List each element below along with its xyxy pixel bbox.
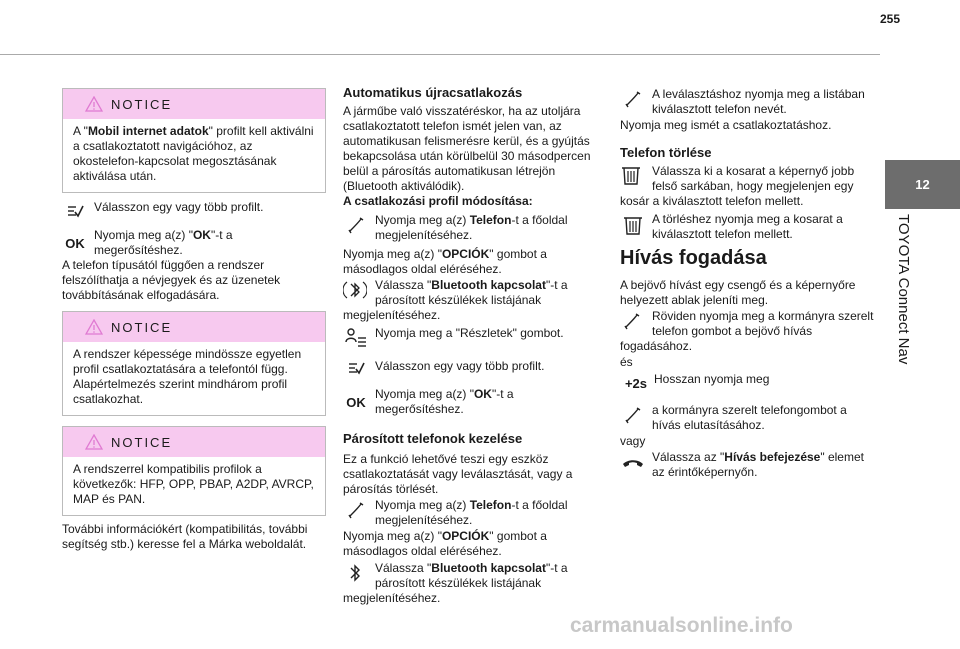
page-number: 255 xyxy=(880,12,901,26)
bluetooth-signal-icon xyxy=(343,278,369,306)
warning-icon xyxy=(85,96,103,112)
options-paragraph: Nyomja meg a(z) "OPCIÓK" gombot a másodlagos oldal eléréséhez. xyxy=(343,247,547,276)
step-text: Nyomja meg a(z) "OK"-t a megerősítéshez. xyxy=(375,387,514,416)
phone-icon xyxy=(343,213,369,239)
step-text: Hosszan nyomja meg xyxy=(654,372,770,386)
step-text: a kormányra szerelt telefongombot a hívás elutasításához. xyxy=(652,403,847,432)
notice-title: NOTICE xyxy=(111,319,173,335)
step-text: Válasszon egy vagy több profilt. xyxy=(375,359,545,373)
step-reject xyxy=(620,403,878,433)
step-text: Válasszon egy vagy több profilt. xyxy=(94,200,264,214)
trash-icon xyxy=(620,212,646,238)
heading-receive-call: Hívás fogadása xyxy=(620,247,767,269)
notice-box-3 xyxy=(62,426,326,516)
heading-paired-phones: Párosított telefonok kezelése xyxy=(343,431,523,446)
step-bluetooth-connection: Válassza "Bluetooth kapcsolat"-t a párosított készülékek listájának megjelenítéséhez. xyxy=(343,278,568,322)
step-ok xyxy=(62,228,324,258)
chapter-title xyxy=(891,214,911,384)
more-info-paragraph: További információkért (kompatibilitás, további segítség stb.) keresse fel a Márka weboldalát. xyxy=(62,522,308,551)
acceptance-paragraph: A telefon típusától függően a rendszer felszólíthatja a névjegyek és az üzenetek továbbításának elfogadására. xyxy=(62,258,281,302)
hang-up-icon xyxy=(620,450,646,476)
chapter-tab[interactable]: 12 xyxy=(885,160,960,209)
checkbox-list-icon xyxy=(62,198,88,224)
notice-header xyxy=(63,312,325,342)
reconnect-paragraph: Nyomja meg ismét a csatlakoztatáshoz. xyxy=(620,118,832,132)
heading-delete-phone: Telefon törlése xyxy=(620,145,712,160)
phone-icon xyxy=(343,498,369,524)
phone-icon xyxy=(620,87,646,113)
step-text: Nyomja meg a(z) Telefon-t a főoldal megjelenítéséhez. xyxy=(375,213,568,242)
step-select-profile-2 xyxy=(343,355,598,381)
phone-icon xyxy=(620,403,646,429)
step-phone-main xyxy=(343,213,598,243)
details-icon xyxy=(343,324,369,350)
checkbox-list-icon xyxy=(343,355,369,381)
step-text: A leválasztáshoz nyomja meg a listában kiválasztott telefon nevét. xyxy=(652,87,865,116)
and-connector: és xyxy=(620,355,633,369)
modify-profile-heading: A csatlakozási profil módosítása: xyxy=(343,194,533,208)
paired-paragraph: Ez a funkció lehetővé teszi egy eszköz csatlakoztatását vagy leválasztását, vagy a párosítás törlését. xyxy=(343,452,573,496)
notice-title: NOTICE xyxy=(111,96,173,112)
incoming-call-paragraph: A bejövő hívást egy csengő és a képernyőre helyezett ablak jeleníti meg. xyxy=(620,278,856,307)
auto-reconnect-paragraph: A járműbe való visszatéréskor, ha az utoljára csatlakoztatott telefon ismét jelen van, az automatikusan felismerésre kerül, és a gyújtás bekapcsolása után körülbelül 30 másodpercen belül a párosítás automatikusan létrejön (Bluetooth aktiválódik). A csatlakozási profil módosítása: xyxy=(343,104,593,209)
step-answer: Röviden nyomja meg a kormányra szerelt telefon gombot a bejövő hívás fogadásához. xyxy=(620,309,874,353)
notice-header xyxy=(63,89,325,119)
step-end-call xyxy=(620,450,878,480)
bluetooth-icon xyxy=(343,561,369,589)
step-select-profile xyxy=(62,198,324,224)
trash-icon xyxy=(620,164,646,190)
step-long-press xyxy=(620,370,878,396)
options-paragraph-2: Nyomja meg a(z) "OPCIÓK" gombot a másodlagos oldal eléréséhez. xyxy=(343,529,547,558)
notice-text: A rendszer képessége mindössze egyetlen profil csatlakoztatására a telefontól függ. Alapértelmezés szerint mindhárom profil csatlakozhat. xyxy=(73,347,302,406)
notice-text: A rendszerrel kompatibilis profilok a következők: HFP, OPP, PBAP, A2DP, AVRCP, MAP és PAN. xyxy=(73,462,314,506)
step-select-basket: Válassza ki a kosarat a képernyő jobb felső sarkában, hogy megjelenjen egy kosár a kiválasztott telefon mellett. xyxy=(620,164,855,208)
notice-box-1 xyxy=(62,88,326,193)
hold-duration-label: +2s xyxy=(624,375,648,391)
chapter-title-text: TOYOTA Connect Nav xyxy=(895,214,912,365)
step-text: Nyomja meg a(z) "OK"-t a megerősítéshez. xyxy=(94,228,233,257)
phone-icon xyxy=(620,309,646,335)
notice-text: A "Mobil internet adatok" profilt kell aktiválni a csatlakoztatott navigációhoz, az okostelefon-kapcsolat megosztásának aktiválása után. xyxy=(73,124,314,183)
step-text: Nyomja meg a(z) Telefon-t a főoldal megjelenítéséhez. xyxy=(375,498,568,527)
header-divider xyxy=(0,54,880,55)
step-text: Válassza az "Hívás befejezése" elemet az érintőképernyőn. xyxy=(652,450,864,479)
step-ok-2 xyxy=(343,387,598,417)
warning-icon xyxy=(85,434,103,450)
long-press-icon xyxy=(620,370,652,396)
watermark: carmanualsonline.info xyxy=(570,614,793,637)
notice-title: NOTICE xyxy=(111,434,173,450)
step-delete xyxy=(620,212,878,242)
step-text: A törléshez nyomja meg a kosarat a kiválasztott telefon mellett. xyxy=(652,212,843,241)
ok-icon: OK xyxy=(346,395,366,410)
step-disconnect xyxy=(620,87,878,117)
notice-header xyxy=(63,427,325,457)
step-details xyxy=(343,324,598,350)
step-phone-main-2 xyxy=(343,498,598,528)
step-text: Nyomja meg a "Részletek" gombot. xyxy=(375,326,564,340)
warning-icon xyxy=(85,319,103,335)
ok-icon: OK xyxy=(65,236,85,251)
heading-auto-reconnect: Automatikus újracsatlakozás xyxy=(343,85,523,100)
or-connector: vagy xyxy=(620,434,646,448)
notice-box-2 xyxy=(62,311,326,416)
step-bluetooth-connection-2: Válassza "Bluetooth kapcsolat"-t a párosított készülékek listájának megjelenítéséhez. xyxy=(343,561,568,605)
